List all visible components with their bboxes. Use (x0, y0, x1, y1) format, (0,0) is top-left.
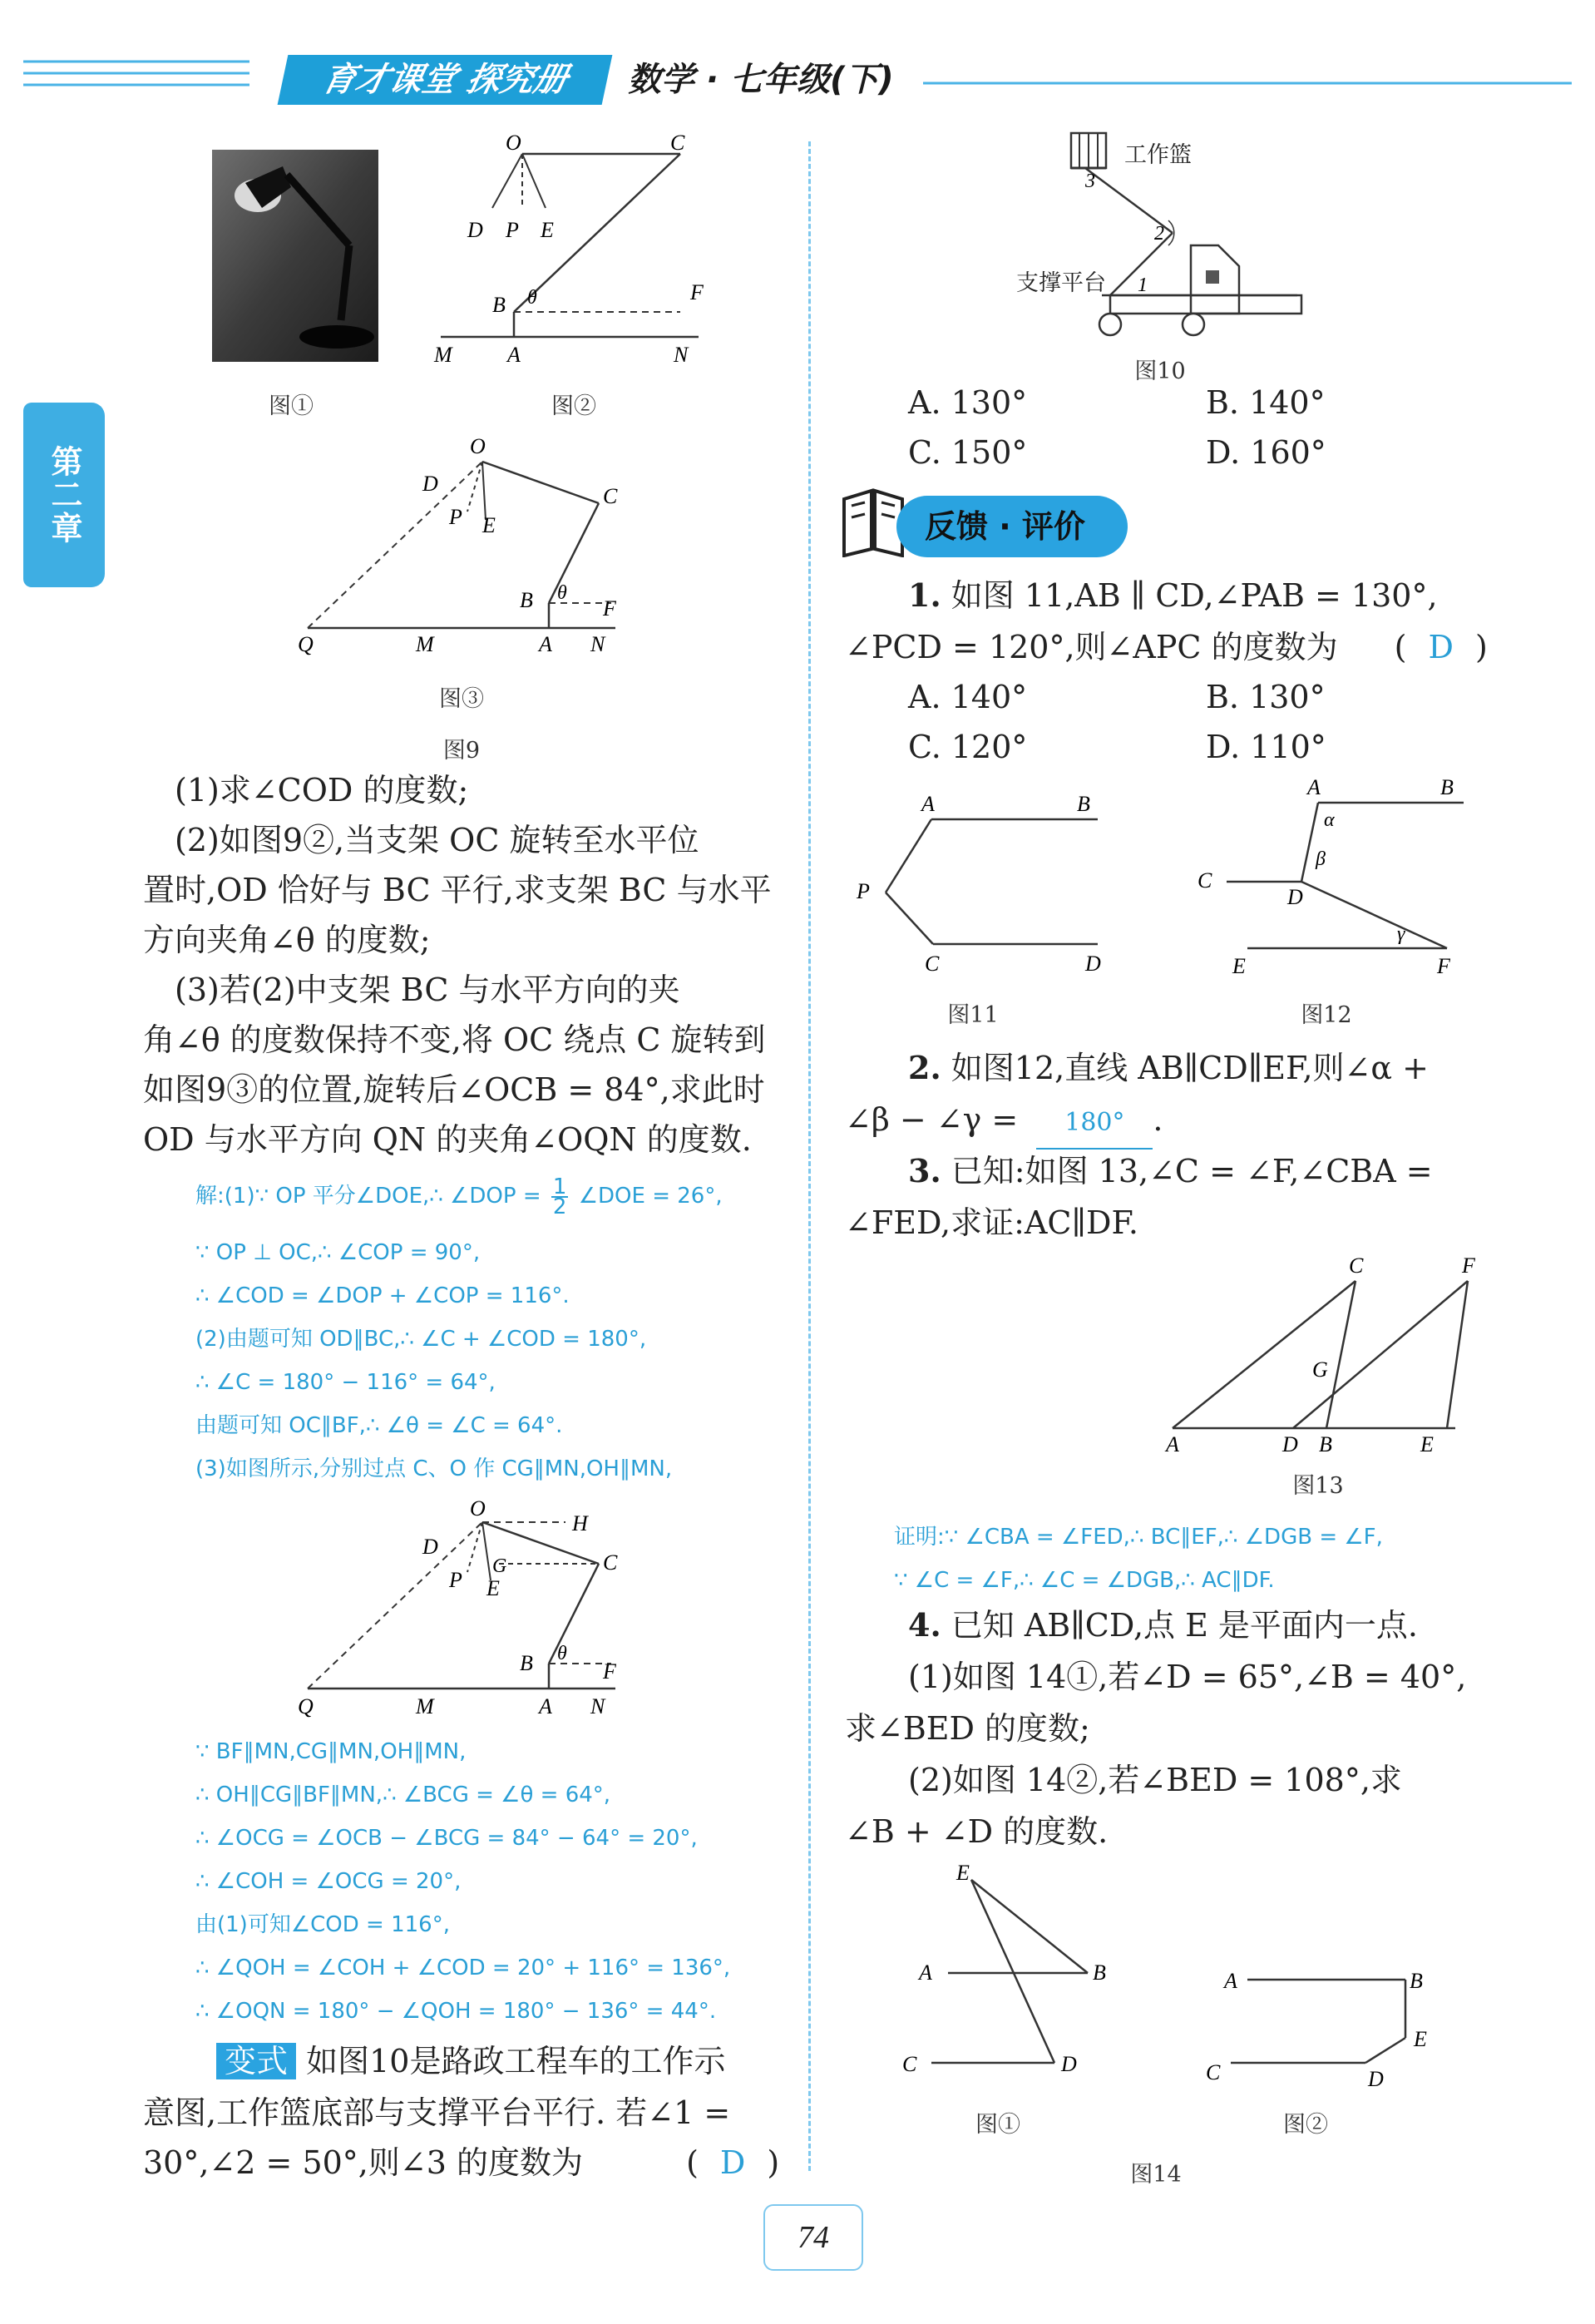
svg-text:2: 2 (1154, 223, 1164, 245)
variant-answer: D (719, 2144, 746, 2181)
book-title: 育才课堂 探究册 (278, 55, 613, 105)
solution-line-4: (2)由题可知 OD∥BC,∴ ∠C + ∠COD = 180°, (195, 1327, 647, 1352)
q9-part1: (1)求∠COD 的度数; (175, 772, 469, 808)
svg-text:A: A (539, 1694, 552, 1718)
svg-text:E: E (1414, 2027, 1427, 2051)
svg-text:E: E (1232, 954, 1246, 978)
svg-text:B: B (1440, 775, 1454, 799)
figure-11 (848, 786, 1114, 986)
svg-text:P: P (449, 1568, 462, 1592)
svg-text:O: O (470, 434, 486, 458)
figure-9-3 (283, 428, 649, 661)
svg-text:C: C (670, 131, 685, 155)
svg-text:B: B (1077, 792, 1090, 816)
svg-text:1: 1 (1138, 274, 1148, 296)
q1-option-b: B. 130° (1206, 679, 1326, 715)
svg-text:B: B (520, 1651, 533, 1675)
column-divider (808, 141, 811, 2171)
q1-option-d: D. 110° (1206, 729, 1326, 765)
q9-part2-line2: 置时,OD 恰好与 BC 平行,求支架 BC 与水平 (143, 872, 772, 908)
solution-line-1: 解:(1)∵ OP 平分∠DOE,∴ ∠DOP = $\frac{1}{2}$ ∠DOE = 26°, (195, 1174, 723, 1219)
svg-text:D: D (1282, 1432, 1298, 1451)
svg-text:N: N (674, 343, 689, 367)
svg-text:γ: γ (1397, 923, 1405, 945)
svg-text:P: P (506, 218, 519, 242)
svg-text:D: D (1368, 2067, 1384, 2091)
svg-text:O: O (470, 1496, 486, 1520)
svg-text:E: E (956, 1863, 970, 1885)
svg-text:B: B (1093, 1961, 1106, 1985)
svg-text:E: E (541, 218, 554, 242)
solution-figure (283, 1489, 649, 1730)
svg-text:A: A (1166, 1432, 1179, 1451)
q1-line-1: 1. 如图 11,AB ∥ CD,∠PAB = 130°, (908, 576, 1438, 614)
q2-line-1: 2. 如图12,直线 AB∥CD∥EF,则∠α + (908, 1049, 1429, 1086)
svg-text:θ: θ (557, 582, 567, 604)
figure-14-1 (873, 1863, 1123, 2104)
svg-text:N: N (590, 1694, 605, 1718)
solution-line-11: ∴ ∠COH = ∠OCG = 20°, (195, 1869, 462, 1894)
figure-12 (1181, 769, 1480, 986)
svg-text:M: M (416, 632, 434, 656)
svg-text:F: F (603, 1659, 616, 1684)
variant-badge: 变式 (216, 2043, 296, 2079)
q2-answer: 180° (1036, 1098, 1153, 1150)
solution-line-2: ∵ OP ⊥ OC,∴ ∠COP = 90°, (195, 1240, 481, 1265)
q9-part3-line4: OD 与水平方向 QN 的夹角∠OQN 的度数. (143, 1121, 752, 1158)
svg-text:E: E (482, 513, 496, 537)
figure-14-2 (1173, 1955, 1439, 2096)
fraction-denominator: 2 (552, 1194, 567, 1219)
svg-text:D: D (1061, 2052, 1077, 2076)
variant-line-1: 变式 如图10是路政工程车的工作示 (216, 2036, 725, 2086)
svg-text:θ: θ (527, 287, 537, 309)
svg-text:C: C (925, 952, 940, 976)
q4-line-5: ∠B + ∠D 的度数. (845, 1813, 1109, 1850)
solution-line-7: (3)如图所示,分别过点 C、O 作 CG∥MN,OH∥MN, (195, 1456, 673, 1481)
q9-part2-line3: 方向夹角∠θ 的度数; (143, 922, 431, 958)
subject-grade: 数学 · 七年级(下) (628, 61, 894, 99)
q9-part3-line3: 如图9③的位置,旋转后∠OCB = 84°,求此时 (143, 1071, 765, 1108)
svg-text:3: 3 (1085, 171, 1095, 192)
solution-line-10: ∴ ∠OCG = ∠OCB − ∠BCG = 84° − 64° = 20°, (195, 1826, 698, 1851)
chapter-tab: 第二章 (23, 403, 105, 587)
variant-line-3: 30°,∠2 = 50°,则∠3 的度数为 ( D ) (143, 2144, 780, 2181)
figure-14-caption: 图14 (1130, 2162, 1182, 2188)
svg-text:D: D (422, 1535, 438, 1559)
variant-option-c: C. 150° (908, 434, 1028, 471)
solution-line-5: ∴ ∠C = 180° − 116° = 64°, (195, 1370, 496, 1395)
q1-option-a: A. 140° (908, 679, 1028, 715)
solution-line-3: ∴ ∠COD = ∠DOP + ∠COP = 116°. (195, 1283, 570, 1308)
figure-9-1-caption: 图① (269, 393, 314, 419)
svg-text:A: A (1307, 775, 1321, 799)
svg-text:C: C (902, 2052, 917, 2076)
platform-label: 支撑平台 (1016, 270, 1106, 295)
svg-text:β: β (1316, 848, 1326, 870)
figure-11-caption: 图11 (947, 1002, 999, 1028)
svg-text:C: C (1349, 1253, 1364, 1278)
desk-lamp-photo (212, 150, 378, 362)
figure-9-caption: 图9 (442, 738, 481, 764)
figure-13-caption: 图13 (1292, 1473, 1344, 1499)
q4-line-4: (2)如图 14②,若∠BED = 108°,求 (908, 1762, 1402, 1798)
solution-line-13: ∴ ∠QOH = ∠COH + ∠COD = 20° + 116° = 136°, (195, 1956, 731, 1980)
q4-line-2: (1)如图 14①,若∠D = 65°,∠B = 40°, (908, 1659, 1467, 1695)
svg-text:D: D (1085, 952, 1101, 976)
figure-12-caption: 图12 (1301, 1002, 1352, 1028)
solution-line-6: 由题可知 OC∥BF,∴ ∠θ = ∠C = 64°. (195, 1413, 563, 1438)
svg-text:D: D (422, 472, 438, 496)
section-title: 反馈 · 评价 (925, 508, 1085, 545)
svg-text:A: A (919, 1961, 932, 1985)
svg-text:B: B (492, 293, 506, 317)
svg-text:F: F (690, 280, 704, 304)
svg-text:C: C (603, 1550, 618, 1575)
q3-line-1: 3. 已知:如图 13,∠C = ∠F,∠CBA = (908, 1152, 1433, 1189)
svg-text:C: C (1197, 868, 1212, 893)
variant-option-a: A. 130° (908, 384, 1028, 421)
svg-text:θ: θ (557, 1643, 567, 1664)
svg-text:P: P (857, 879, 870, 903)
q1-answer: D (1428, 629, 1454, 665)
variant-line-2: 意图,工作篮底部与支撑平台平行. 若∠1 = (143, 2094, 731, 2131)
svg-text:B: B (1410, 1969, 1423, 1993)
svg-text:F: F (1437, 954, 1450, 978)
variant-option-d: D. 160° (1206, 434, 1326, 471)
svg-text:G: G (1312, 1357, 1328, 1382)
figure-13 (1156, 1252, 1505, 1451)
q9-part3-line2: 角∠θ 的度数保持不变,将 OC 绕点 C 旋转到 (143, 1021, 766, 1058)
solution-line-8: ∵ BF∥MN,CG∥MN,OH∥MN, (195, 1739, 467, 1764)
svg-text:D: D (1287, 885, 1303, 909)
svg-text:α: α (1324, 809, 1335, 831)
svg-text:A: A (1224, 1969, 1237, 1993)
q3-proof-line-2: ∵ ∠C = ∠F,∴ ∠C = ∠DGB,∴ AC∥DF. (894, 1568, 1275, 1593)
figure-9-2 (416, 125, 748, 374)
page-number: 74 (763, 2204, 863, 2271)
svg-text:M: M (416, 1694, 434, 1718)
svg-text:C: C (1206, 2060, 1221, 2084)
svg-text:F: F (1462, 1253, 1475, 1278)
figure-14-1-caption: 图① (975, 2112, 1020, 2138)
svg-text:B: B (520, 588, 533, 612)
svg-text:O: O (506, 131, 521, 155)
svg-text:E: E (486, 1576, 500, 1600)
svg-text:Q: Q (298, 1694, 314, 1718)
svg-text:F: F (603, 596, 616, 621)
solution-line-12: 由(1)可知∠COD = 116°, (195, 1912, 450, 1937)
svg-text:H: H (572, 1511, 588, 1535)
q4-line-3: 求∠BED 的度数; (845, 1710, 1090, 1747)
fraction-numerator: 1 (552, 1174, 567, 1199)
figure-10-caption: 图10 (1134, 358, 1186, 384)
solution-line-9: ∴ OH∥CG∥BF∥MN,∴ ∠BCG = ∠θ = 64°, (195, 1783, 611, 1807)
svg-text:A: A (539, 632, 552, 656)
svg-text:A: A (921, 792, 935, 816)
svg-text:M: M (434, 343, 452, 367)
solution-line-14: ∴ ∠OQN = 180° − ∠QOH = 180° − 136° = 44°. (195, 1999, 717, 2024)
q2-line-2: ∠β − ∠γ = 180° . (845, 1095, 1163, 1150)
svg-text:G: G (492, 1555, 507, 1577)
svg-text:N: N (590, 632, 605, 656)
q3-proof-line-1: 证明:∵ ∠CBA = ∠FED,∴ BC∥EF,∴ ∠DGB = ∠F, (894, 1525, 1383, 1550)
svg-text:A: A (507, 343, 521, 367)
svg-text:Q: Q (298, 632, 314, 656)
q9-part3-line1: (3)若(2)中支架 BC 与水平方向的夹 (175, 972, 680, 1008)
svg-text:B: B (1319, 1432, 1332, 1451)
svg-text:C: C (603, 484, 618, 508)
q3-line-2: ∠FED,求证:AC∥DF. (845, 1204, 1139, 1241)
svg-text:D: D (467, 218, 483, 242)
q1-option-c: C. 120° (908, 729, 1028, 765)
q9-part2-line1: (2)如图9②,当支架 OC 旋转至水平位 (175, 822, 699, 858)
basket-label: 工作篮 (1124, 142, 1192, 167)
variant-option-b: B. 140° (1206, 384, 1326, 421)
figure-14-2-caption: 图② (1283, 2112, 1328, 2138)
q4-line-1: 4. 已知 AB∥CD,点 E 是平面内一点. (908, 1606, 1419, 1644)
figure-9-2-caption: 图② (551, 393, 596, 419)
svg-text:E: E (1420, 1432, 1434, 1451)
svg-text:P: P (449, 505, 462, 529)
figure-9-3-caption: 图③ (439, 686, 484, 712)
q1-line-2: ∠PCD = 120°,则∠APC 的度数为 ( D ) (845, 629, 1488, 665)
